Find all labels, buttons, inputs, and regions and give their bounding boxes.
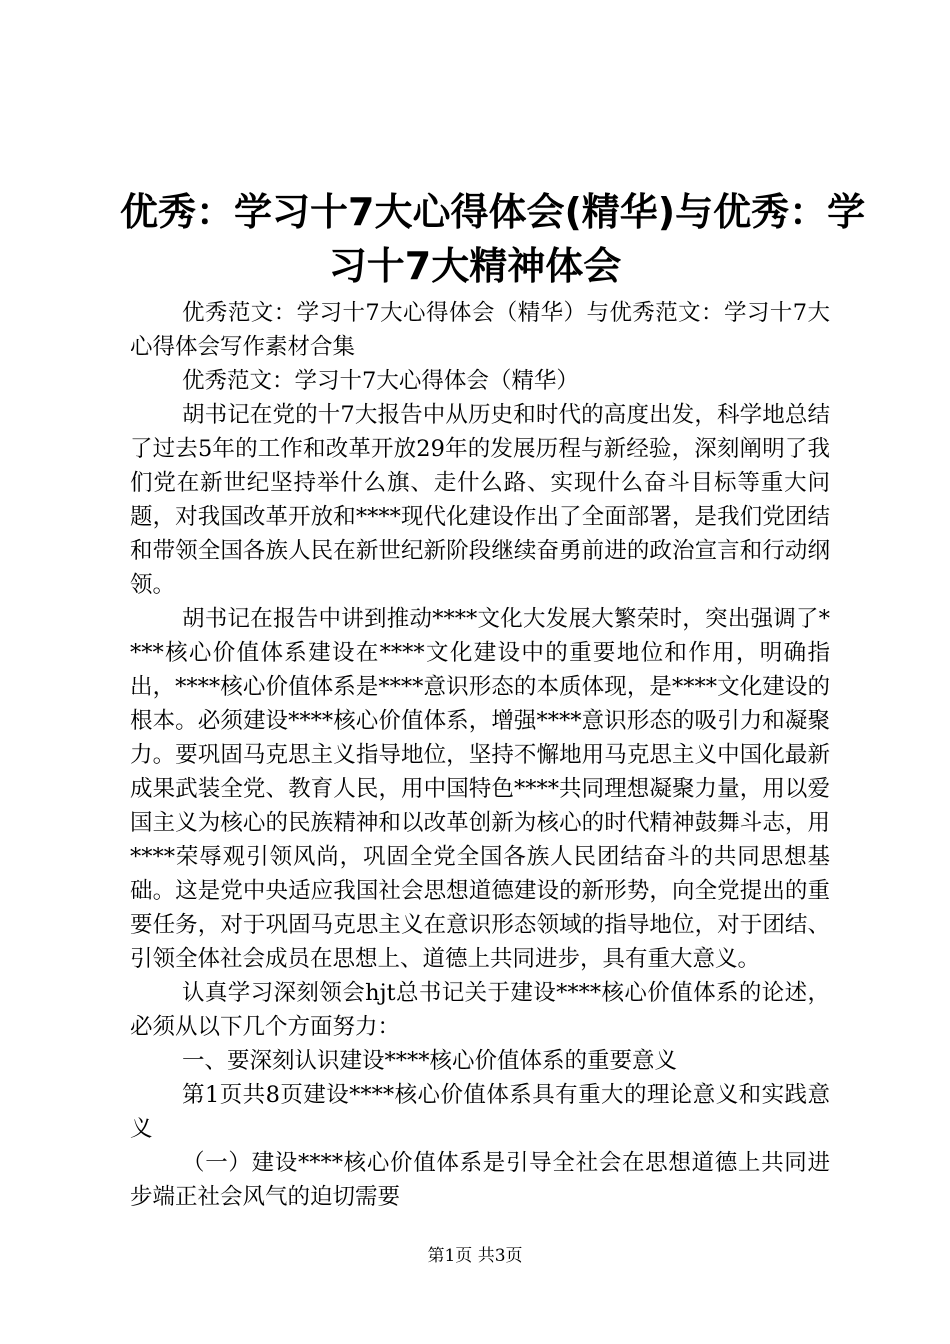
title-line-1: 优秀：学习十7大心得体会(精华)与优秀：学 <box>120 190 866 235</box>
section-heading-1: 一、要深刻认识建设****核心价值体系的重要意义 <box>182 1048 678 1074</box>
paragraph-study-efforts: 认真学习深刻领会hjt总书记关于建设****核心价值体系的论述，必须从以下几个方面努力： <box>130 980 830 1040</box>
document-body <box>130 296 830 1214</box>
paragraph-core-values: 胡书记在报告中讲到推动****文化大发展大繁荣时，突出强调了****核心价值体系建设在****文化建设中的重要地位和作用，明确指出，****核心价值体系是****意识形态的本质体现，是****文化建设的根本。必须建设****核心价值体系，增强****意识形态的吸引力和凝聚力。要巩固马克思主义指导地位，坚持不懈地用马克思主义中国化最新成果武装全党、教育人民，用中国特色****共同理想凝聚力量，用以爱国主义为核心的民族精神和以改革创新为核心的时代精神鼓舞斗志，用****荣辱观引领风尚，巩固全党全国各族人民团结奋斗的共同思想基础。这是党中央适应我国社会思想道德建设的新形势，向全党提出的重要任务，对于巩固马克思主义在意识形态领域的指导地位，对于团结、引领全体社会成员在思想上、道德上共同进步，具有重大意义。 <box>130 606 830 972</box>
paragraph-report-summary: 胡书记在党的十7大报告中从历史和时代的高度出发，科学地总结了过去5年的工作和改革开放29年的发展历程与新经验，深刻阐明了我们党在新世纪坚持举什么旗、走什么路、实现什么奋斗目标等重大问题，对我国改革开放和****现代化建设作出了全面部署，是我们党团结和带领全国各族人民在新世纪新阶段继续奋勇前进的政治宣言和行动纲领。 <box>130 402 830 598</box>
title-line-2: 习十7大精神体会 <box>328 244 622 289</box>
page-number-footer: 第1页 共3页 <box>427 1246 523 1266</box>
paragraph-intro: 优秀范文：学习十7大心得体会（精华）与优秀范文：学习十7大心得体会写作素材合集 <box>130 300 830 360</box>
paragraph-significance: 第1页共8页建设****核心价值体系具有重大的理论意义和实践意义 <box>130 1082 830 1142</box>
document-title <box>120 185 866 293</box>
subsection-heading-1: （一）建设****核心价值体系是引导全社会在思想道德上共同进步端正社会风气的迫切需要 <box>130 1150 830 1210</box>
paragraph-subtitle: 优秀范文：学习十7大心得体会（精华） <box>182 368 579 394</box>
